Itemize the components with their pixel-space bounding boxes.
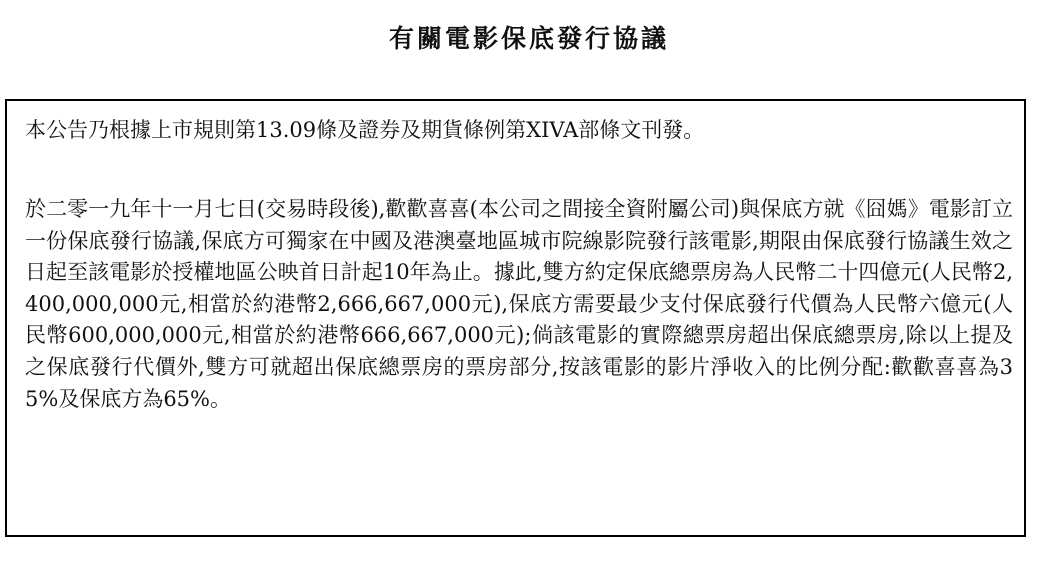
paragraph-agreement-details: 於二零一九年十一月七日(交易時段後),歡歡喜喜(本公司之間接全資附屬公司)與保底方就《囧媽》電影訂立一份保底發行協議,保底方可獨家在中國及港澳臺地區城市院線影院發行該電影,期限由保底發行協議生效之日起至該電影於授權地區公映首日計起10年為止。據此,雙方約定保底總票房為人民幣二十四億元(人民幣2,400,000,000元,相當於約港幣2,666,667,000元),保底方需要最少支付保底發行代價為人民幣六億元(人民幣600,000,000元,相當於約港幣666,667,000元);倘該電影的實際總票房超出保底總票房,除以上提及之保底發行代價外,雙方可就超出保底總票房的票房部分,按該電影的影片淨收入的比例分配:歡歡喜喜為35%及保底方為65%。 — [25, 197, 1013, 411]
document-title: 有關電影保底發行協議 — [388, 24, 669, 53]
announcement-box — [5, 99, 1026, 537]
paragraph-disclosure-basis: 本公告乃根據上市規則第13.09條及證券及期貨條例第XIVA部條文刊發。 — [25, 118, 705, 142]
